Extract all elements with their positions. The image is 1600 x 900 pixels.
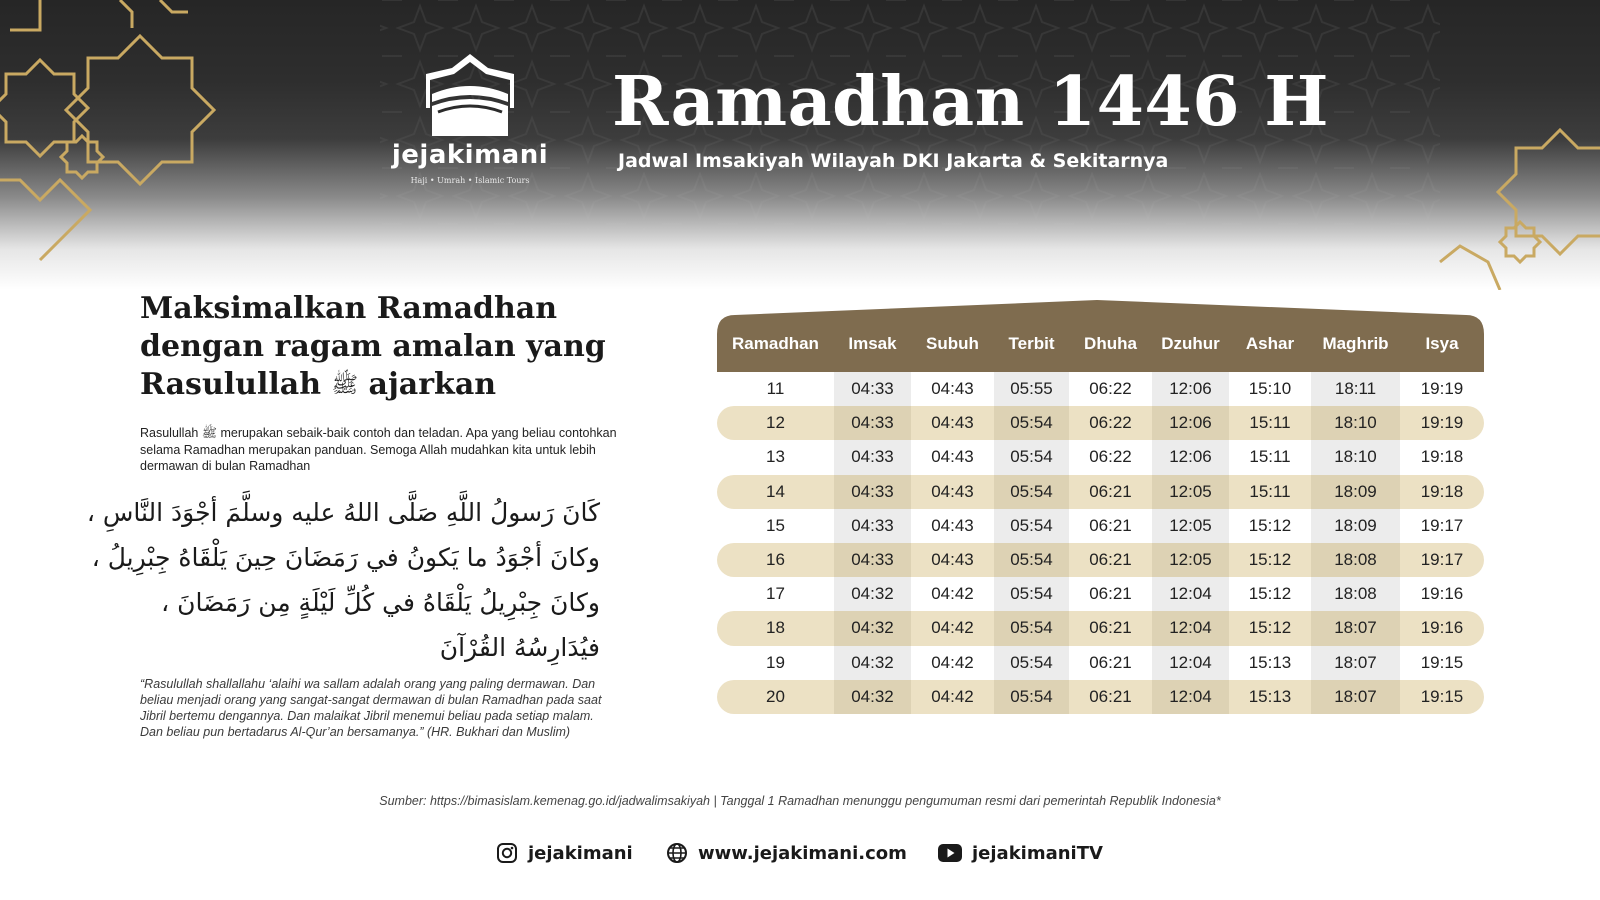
page-subtitle: Jadwal Imsakiyah Wilayah DKI Jakarta & Sekitarnya <box>618 150 1169 172</box>
prayer-time-cell: 19:16 <box>1420 584 1464 604</box>
youtube-channel: jejakimaniTV <box>972 842 1103 864</box>
prayer-time-cell: 18:11 <box>1311 372 1400 406</box>
prayer-time-cell: 04:32 <box>834 680 911 714</box>
prayer-time-cell: 12:06 <box>1152 372 1229 406</box>
arabic-line: وكانَ أجْوَدُ ما يَكونُ في رَمَضَانَ حِينَ يَلْقَاهُ جِبْرِيلُ ، <box>91 543 600 572</box>
prayer-time-cell: 06:21 <box>1089 652 1132 672</box>
website-link[interactable] <box>666 838 907 868</box>
header-banner <box>0 0 1600 290</box>
intro-rasulullah: Rasulullah <box>140 426 199 440</box>
prayer-time-cell: 04:43 <box>911 543 994 577</box>
ramadhan-day-cell: 13 <box>766 447 785 467</box>
youtube-icon <box>938 844 962 862</box>
column-header: Dhuha <box>1084 333 1137 353</box>
honorific-symbol: ﷺ <box>331 373 359 398</box>
prayer-time-cell: 05:54 <box>994 509 1069 543</box>
column-header: Ramadhan <box>732 333 819 353</box>
prayer-time-cell: 15:11 <box>1249 447 1291 467</box>
brand-logo[interactable] <box>390 52 550 185</box>
prayer-time-cell: 05:54 <box>994 406 1069 440</box>
prayer-time-cell: 04:33 <box>834 475 911 509</box>
table-row <box>717 440 1484 474</box>
prayer-time-cell: 06:22 <box>1089 379 1132 399</box>
intro-paragraph <box>140 425 620 475</box>
heading-line-2: dengan ragam amalan yang <box>140 329 606 364</box>
column-header: Terbit <box>1008 333 1055 353</box>
prayer-time-cell: 12:05 <box>1152 475 1229 509</box>
ramadhan-day-cell: 11 <box>766 379 785 399</box>
prayer-time-cell: 19:17 <box>1400 543 1484 577</box>
prayer-time-cell: 12:05 <box>1152 543 1229 577</box>
heading-line-3 <box>140 366 660 405</box>
table-row <box>717 611 1484 645</box>
prayer-time-cell: 06:21 <box>1069 611 1152 645</box>
prayer-time-cell: 12:04 <box>1152 646 1229 680</box>
intro-honorific: ﷺ <box>201 426 217 440</box>
prayer-time-cell: 05:54 <box>994 680 1069 714</box>
column-header: Ashar <box>1245 333 1295 353</box>
prayer-time-cell: 19:15 <box>1400 680 1484 714</box>
prayer-time-cell: 15:10 <box>1248 379 1292 399</box>
intro-text: merupakan sebaik-baik contoh dan teladan. Apa yang beliau contohkan selama Ramadhan merupakan panduan. Semoga Allah mudahkan kita untuk lebih dermawan di bulan Ramadhan <box>140 426 617 473</box>
ramadhan-day-cell: 12 <box>717 406 834 440</box>
prayer-time-cell: 06:21 <box>1069 475 1152 509</box>
heading-rasulullah: Rasulullah <box>140 367 322 402</box>
instagram-icon <box>496 842 518 864</box>
website-url: www.jejakimani.com <box>698 842 907 864</box>
prayer-time-cell: 06:22 <box>1089 447 1132 467</box>
prayer-time-cell: 04:33 <box>834 543 911 577</box>
ramadhan-day-cell: 19 <box>766 652 785 672</box>
table-row <box>717 475 1484 509</box>
prayer-time-cell: 05:54 <box>994 646 1069 680</box>
prayer-time-cell: 06:21 <box>1089 515 1132 535</box>
brand-name: jejakimani <box>391 140 549 170</box>
column-header: Subuh <box>926 333 979 353</box>
prayer-time-cell: 19:18 <box>1420 447 1464 467</box>
column-header: Imsak <box>848 333 897 353</box>
ramadhan-day-cell: 16 <box>717 543 834 577</box>
prayer-time-cell: 19:19 <box>1420 379 1464 399</box>
table-row <box>717 577 1484 611</box>
prayer-time-cell: 06:21 <box>1069 680 1152 714</box>
prayer-time-cell: 05:55 <box>994 372 1069 406</box>
hadith-arabic <box>86 490 600 670</box>
prayer-time-cell: 15:11 <box>1229 406 1311 440</box>
prayer-time-cell: 15:12 <box>1248 584 1292 604</box>
table-row <box>717 372 1484 406</box>
mosque-logo-icon <box>418 52 522 136</box>
prayer-time-cell: 19:16 <box>1400 611 1484 645</box>
brand-tagline: Haji • Umrah • Islamic Tours <box>410 176 530 185</box>
table-row <box>717 406 1484 440</box>
prayer-time-cell: 04:33 <box>834 372 911 406</box>
table-row <box>717 680 1484 714</box>
column-header: Isya <box>1425 333 1459 353</box>
hadith-translation: “Rasulullah shallallahu ‘alaihi wa sallam adalah orang yang paling dermawan. Dan beliau menjadi orang yang sangat-sangat dermawan di bulan Ramadhan pada saat Jibril bertemu dengannya. Dan malaikat Jibril menemui beliau pada setiap malam. Dan beliau pun bertadarus Al-Qur’an bersamanya.” (HR. Bukhari dan Muslim) <box>140 677 602 739</box>
prayer-time-cell: 04:42 <box>911 611 994 645</box>
prayer-time-cell: 04:43 <box>931 447 974 467</box>
prayer-time-cell: 04:42 <box>911 680 994 714</box>
prayer-time-cell: 04:43 <box>931 379 974 399</box>
prayer-time-cell: 12:04 <box>1152 611 1229 645</box>
prayer-time-cell: 04:33 <box>834 509 911 543</box>
prayer-time-cell: 18:09 <box>1311 475 1400 509</box>
arabic-line: وكانَ جِبْرِيلُ يَلْقَاهُ في كُلِّ لَيْلَةٍ مِن رَمَضَانَ ، <box>161 588 600 617</box>
arabic-line: كَانَ رَسولُ اللَّهِ صَلَّى اللهُ عليه وسلَّمَ أجْوَدَ النَّاسِ ، <box>86 498 600 527</box>
prayer-time-cell: 05:54 <box>994 543 1069 577</box>
table-header-row <box>717 315 1484 372</box>
prayer-time-cell: 15:12 <box>1248 515 1292 535</box>
prayer-time-cell: 18:07 <box>1311 646 1400 680</box>
heading-line-1: Maksimalkan Ramadhan <box>140 291 558 326</box>
prayer-time-cell: 12:05 <box>1152 509 1229 543</box>
prayer-time-cell: 04:32 <box>834 577 911 611</box>
prayer-time-cell: 19:19 <box>1400 406 1484 440</box>
prayer-time-cell: 18:09 <box>1311 509 1400 543</box>
prayer-time-cell: 12:06 <box>1152 406 1229 440</box>
prayer-time-cell: 19:17 <box>1420 515 1464 535</box>
prayer-time-cell: 18:08 <box>1311 543 1400 577</box>
ramadhan-day-cell: 20 <box>717 680 834 714</box>
schedule-table <box>717 315 1484 714</box>
section-heading <box>140 290 660 405</box>
ramadhan-day-cell: 17 <box>766 584 785 604</box>
prayer-time-cell: 06:21 <box>1089 584 1132 604</box>
prayer-time-cell: 18:10 <box>1311 440 1400 474</box>
prayer-time-cell: 12:06 <box>1152 440 1229 474</box>
prayer-time-cell: 04:43 <box>911 475 994 509</box>
prayer-time-cell: 15:11 <box>1229 475 1311 509</box>
prayer-time-cell: 06:21 <box>1069 543 1152 577</box>
table-row <box>717 646 1484 680</box>
prayer-time-cell: 04:42 <box>931 584 974 604</box>
prayer-time-cell: 04:32 <box>834 646 911 680</box>
prayer-time-cell: 18:08 <box>1311 577 1400 611</box>
prayer-time-cell: 12:04 <box>1152 680 1229 714</box>
globe-icon <box>666 842 688 864</box>
instagram-handle: jejakimani <box>528 842 633 864</box>
prayer-time-cell: 18:07 <box>1311 680 1400 714</box>
ramadhan-day-cell: 18 <box>717 611 834 645</box>
prayer-time-cell: 15:13 <box>1229 680 1311 714</box>
heading-ajarkan: ajarkan <box>368 367 497 402</box>
column-header: Dzuhur <box>1161 333 1220 353</box>
prayer-time-cell: 04:33 <box>834 440 911 474</box>
ramadhan-day-cell: 15 <box>766 515 785 535</box>
prayer-time-cell: 15:13 <box>1248 652 1292 672</box>
imsakiyah-schedule <box>717 300 1484 720</box>
prayer-time-cell: 19:15 <box>1420 652 1464 672</box>
prayer-time-cell: 04:43 <box>911 406 994 440</box>
prayer-time-cell: 05:54 <box>994 440 1069 474</box>
prayer-time-cell: 18:10 <box>1311 406 1400 440</box>
prayer-time-cell: 05:54 <box>994 577 1069 611</box>
table-row <box>717 543 1484 577</box>
prayer-time-cell: 05:54 <box>994 611 1069 645</box>
page-title: Ramadhan 1446 H <box>612 62 1329 142</box>
prayer-time-cell: 06:22 <box>1069 406 1152 440</box>
arabic-line: فيُدَارِسُهُ القُرْآنَ <box>439 633 600 662</box>
social-links <box>0 838 1600 868</box>
prayer-time-cell: 04:43 <box>931 515 974 535</box>
youtube-link[interactable] <box>938 838 1103 868</box>
instagram-link[interactable] <box>496 838 633 868</box>
prayer-time-cell: 05:54 <box>994 475 1069 509</box>
prayer-time-cell: 04:42 <box>931 652 974 672</box>
prayer-time-cell: 12:04 <box>1152 577 1229 611</box>
prayer-time-cell: 19:18 <box>1400 475 1484 509</box>
prayer-time-cell: 04:33 <box>834 406 911 440</box>
source-note: Sumber: https://bimasislam.kemenag.go.id/jadwalimsakiyah | Tanggal 1 Ramadhan menunggu pengumuman resmi dari pemerintah Republik Indonesia* <box>379 794 1221 808</box>
table-row <box>717 509 1484 543</box>
ramadhan-day-cell: 14 <box>717 475 834 509</box>
prayer-time-cell: 04:32 <box>834 611 911 645</box>
prayer-time-cell: 15:12 <box>1229 611 1311 645</box>
islamic-pattern-decoration <box>0 0 1600 290</box>
prayer-time-cell: 18:07 <box>1311 611 1400 645</box>
column-header: Maghrib <box>1322 333 1389 353</box>
prayer-time-cell: 15:12 <box>1229 543 1311 577</box>
